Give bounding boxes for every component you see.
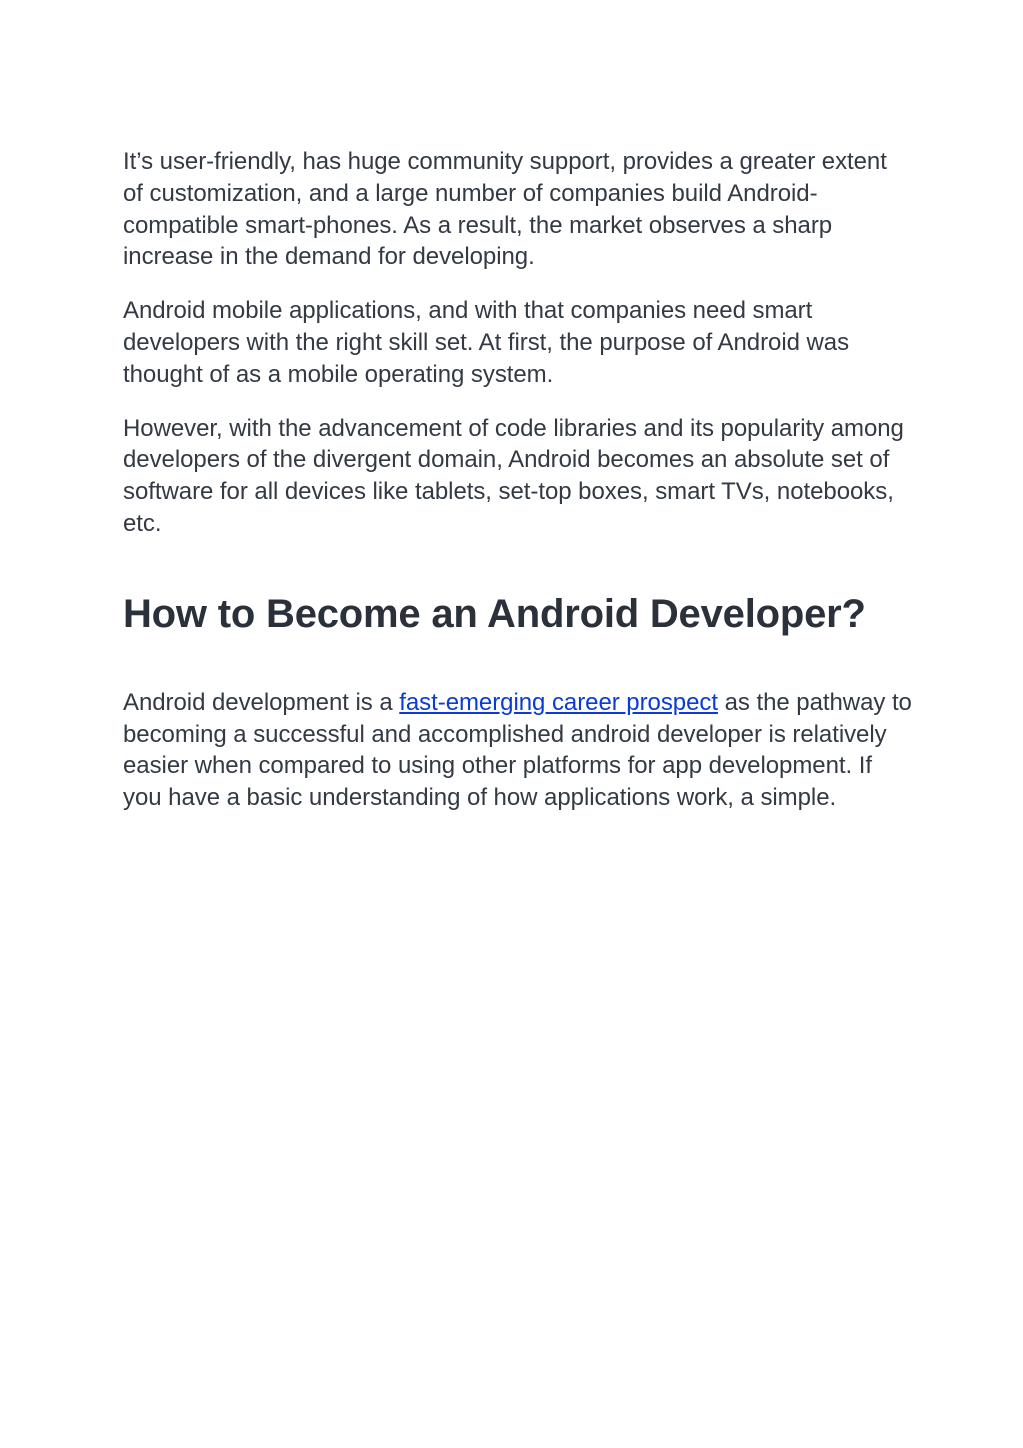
paragraph-android-development — [123, 687, 913, 814]
career-prospect-link[interactable]: fast-emerging career prospect — [399, 688, 718, 716]
section-heading: How to Become an Android Developer? — [123, 591, 866, 636]
document-page — [123, 146, 913, 814]
paragraph-user-friendly: It’s user-friendly, has huge community support, provides a greater extent of customization, and a large number of companies build Android-compatible smart-phones. As a result, the market observes a sharp increase in the demand for developing. — [123, 148, 887, 271]
paragraph-mobile-applications: Android mobile applications, and with that companies need smart developers with the right skill set. At first, the purpose of Android was thought of as a mobile operating system. — [123, 297, 850, 388]
paragraph-text-before-link: Android development is a — [123, 688, 400, 716]
paragraph-text-after-link: as the pathway to becoming a successful and accomplished android developer is relatively easier when compared to using other platforms for app development. If you have a basic understanding of how applications work, a simple. — [123, 688, 912, 812]
paragraph-advancement: However, with the advancement of code libraries and its popularity among developers of the divergent domain, Android becomes an absolute set of software for all devices like tablets, set-top boxes, smart TVs, notebooks, etc. — [123, 414, 904, 537]
